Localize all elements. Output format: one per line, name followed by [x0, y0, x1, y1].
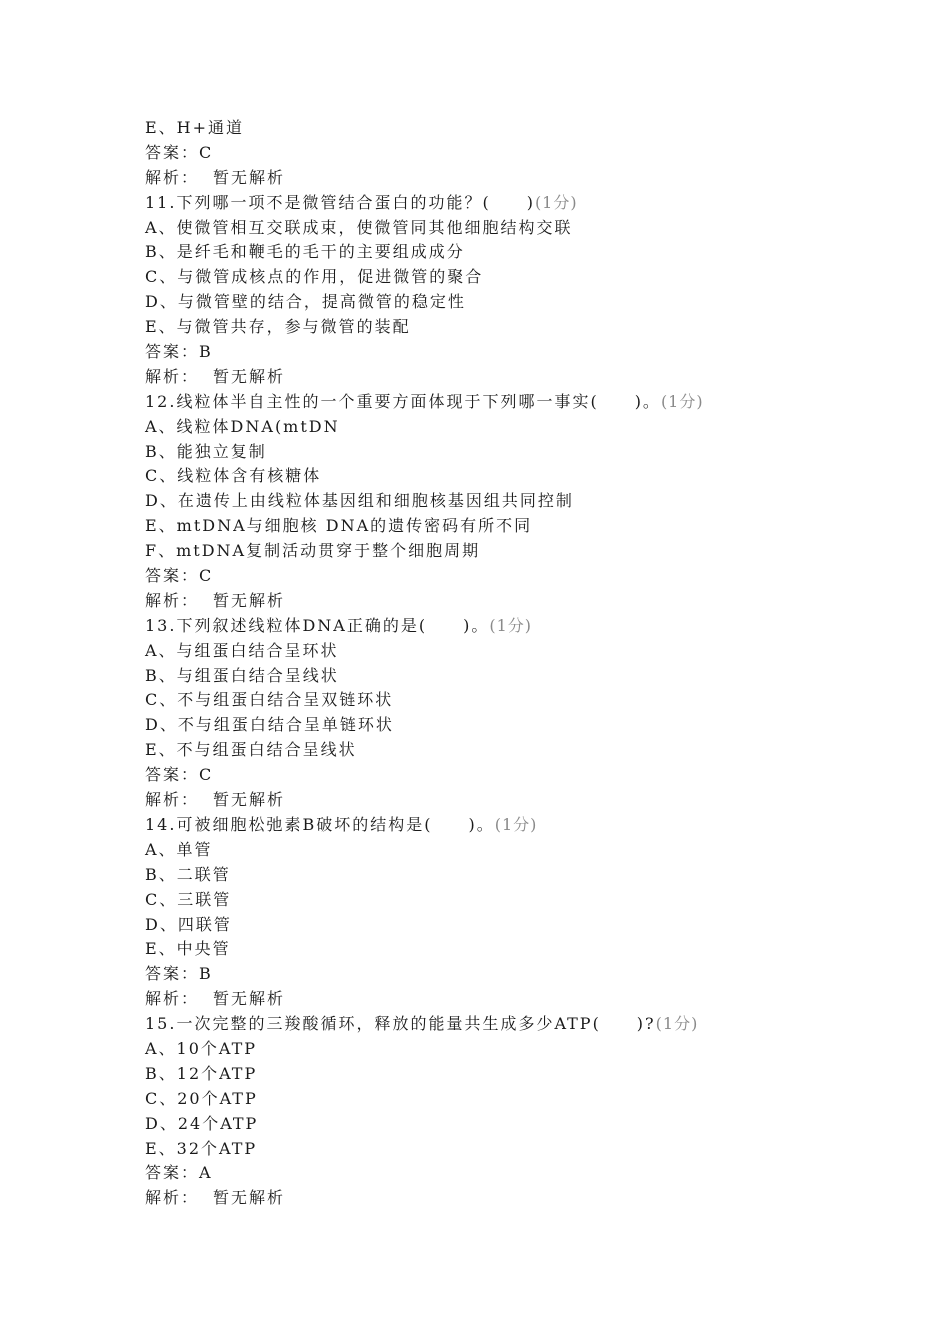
option-a: A、使微管相互交联成束，使微管同其他细胞结构交联 — [145, 217, 573, 237]
analysis-line — [145, 166, 845, 191]
option-c: C、三联管 — [145, 889, 232, 909]
answer-line: 答案：C — [145, 142, 214, 162]
option-e: E、与微管共存，参与微管的装配 — [145, 317, 411, 337]
analysis-label: 解析： — [145, 989, 200, 1009]
analysis-text: 暂无解析 — [213, 1188, 286, 1208]
answer-line: 答案：C — [145, 765, 214, 785]
analysis-line — [145, 365, 845, 390]
option-d: D、24个ATP — [145, 1113, 259, 1133]
option-e: E、中央管 — [145, 939, 231, 959]
option-e: E、H+通道 — [145, 118, 245, 137]
analysis-label: 解析： — [145, 790, 200, 810]
question-stem — [145, 1012, 845, 1037]
question-stem — [145, 390, 845, 415]
option-a: A、单管 — [145, 839, 213, 859]
analysis-label: 解析： — [145, 366, 200, 386]
question-stem — [145, 813, 845, 838]
answer-line: 答案：B — [145, 964, 213, 984]
option-d: D、与微管壁的结合，提高微管的稳定性 — [145, 292, 466, 312]
option-d: D、不与组蛋白结合呈单链环状 — [145, 715, 394, 735]
option-b: B、二联管 — [145, 864, 231, 884]
option-d: D、四联管 — [145, 914, 232, 934]
question-score: (1分) — [534, 192, 578, 212]
question-score: (1分) — [489, 615, 532, 635]
option-e: E、32个ATP — [145, 1138, 258, 1158]
option-c: C、与微管成核点的作用，促进微管的聚合 — [145, 267, 484, 287]
analysis-line — [145, 589, 845, 614]
option-c: C、不与组蛋白结合呈双链环状 — [145, 690, 394, 710]
option-a: A、10个ATP — [145, 1038, 258, 1058]
question-score: (1分) — [494, 814, 538, 834]
option-b: B、能独立复制 — [145, 441, 267, 461]
option-c: C、线粒体含有核糖体 — [145, 466, 322, 486]
analysis-text: 暂无解析 — [213, 790, 286, 810]
analysis-label: 解析： — [145, 590, 200, 610]
option-d: D、在遗传上由线粒体基因组和细胞核基因组共同控制 — [145, 491, 574, 511]
question-text: 14.可被细胞松弛素B破坏的结构是( )。 — [145, 814, 495, 834]
analysis-text: 暂无解析 — [213, 590, 286, 610]
analysis-label: 解析： — [145, 1188, 200, 1208]
option-a: A、与组蛋白结合呈环状 — [145, 640, 339, 660]
question-text: 12.线粒体半自主性的一个重要方面体现于下列哪一事实( )。 — [145, 391, 661, 411]
analysis-line — [145, 1186, 845, 1211]
option-a: A、线粒体DNA(mtDN — [145, 416, 340, 436]
option-b: B、12个ATP — [145, 1063, 258, 1083]
option-b: B、是纤毛和鞭毛的毛干的主要组成成分 — [145, 242, 465, 262]
analysis-text: 暂无解析 — [213, 366, 286, 386]
answer-line: 答案：B — [145, 342, 213, 362]
question-text: 15.一次完整的三羧酸循环，释放的能量共生成多少ATP( )? — [145, 1014, 656, 1034]
option-c: C、20个ATP — [145, 1088, 258, 1108]
option-e: E、mtDNA与细胞核 DNA的遗传密码有所不同 — [145, 516, 533, 536]
analysis-text: 暂无解析 — [213, 167, 286, 187]
option-f: F、mtDNA复制活动贯穿于整个细胞周期 — [145, 541, 481, 561]
question-score: (1分) — [660, 391, 704, 411]
analysis-label: 解析： — [145, 167, 200, 187]
option-e: E、不与组蛋白结合呈线状 — [145, 740, 357, 760]
analysis-text: 暂无解析 — [213, 989, 286, 1009]
question-text: 13.下列叙述线粒体DNA正确的是( )。 — [145, 615, 490, 635]
answer-line: 答案：A — [145, 1163, 213, 1183]
question-score: (1分) — [655, 1014, 699, 1034]
answer-line: 答案：C — [145, 566, 214, 586]
question-stem — [145, 191, 845, 216]
analysis-line — [145, 987, 845, 1012]
analysis-line — [145, 788, 845, 813]
question-stem — [145, 614, 845, 639]
option-b: B、与组蛋白结合呈线状 — [145, 665, 339, 685]
document-page — [145, 116, 845, 1211]
question-text: 11.下列哪一项不是微管结合蛋白的功能？( ) — [145, 192, 535, 212]
